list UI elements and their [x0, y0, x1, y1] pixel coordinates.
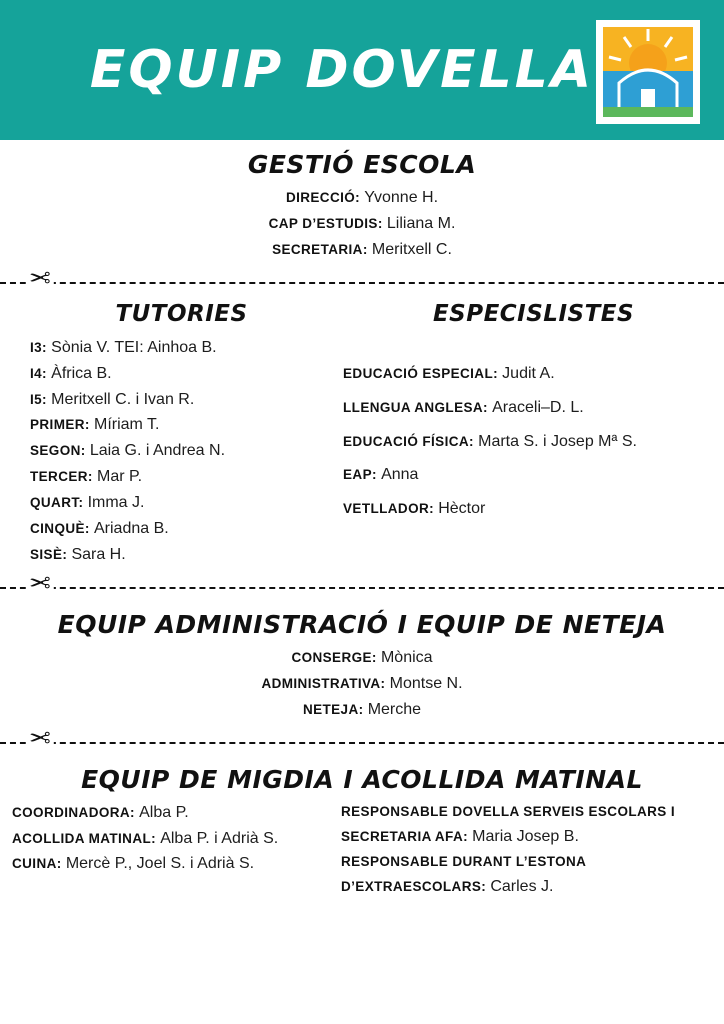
list-item [341, 824, 712, 850]
entry-label: RESPONSABLE DURANT L’ESTONA [341, 853, 587, 869]
entry-label: I5: [30, 391, 47, 407]
section-migdia-acollida [0, 765, 724, 794]
entry-label: PRIMER: [30, 417, 90, 433]
entry-value: Alba P. i Adrià S. [160, 829, 279, 847]
entry-value: Yvonne H. [364, 189, 439, 206]
list-item [30, 464, 333, 490]
dashed-divider [0, 282, 724, 284]
list-item [12, 826, 341, 852]
entry-label: CUINA: [12, 856, 62, 872]
section-title-especislistes: ESPECISLISTES [432, 300, 635, 327]
entry-label: RESPONSABLE DOVELLA SERVEIS ESCOLARS I [341, 803, 676, 819]
entry-label: D’EXTRAESCOLARS: [341, 879, 487, 895]
entry-label: ADMINISTRATIVA: [261, 675, 386, 691]
entry-label: LLENGUA ANGLESA: [343, 399, 488, 415]
entry-label: VETLLADOR: [343, 501, 435, 517]
entry-value: Merche [367, 700, 422, 718]
list-item [30, 438, 333, 464]
list-item [12, 800, 341, 826]
entry-value: Liliana M. [386, 214, 456, 232]
entry-value: Meritxell C. i Ivan R. [51, 390, 195, 408]
entry-label: I3: [30, 339, 47, 355]
entry-value: Mercè P., Joel S. i Adrià S. [65, 855, 255, 873]
list-item [14, 211, 710, 237]
gestio-escola-list [14, 185, 710, 263]
entry-value: Laia G. i Andrea N. [89, 442, 226, 460]
list-item [14, 697, 710, 723]
section-title-administracio-neteja: EQUIP ADMINISTRACIÓ I EQUIP DE NETEJA [57, 609, 667, 639]
entry-label: EDUCACIÓ FÍSICA: [343, 433, 474, 449]
entry-value: Àfrica B. [51, 364, 112, 382]
entry-value: Imma J. [87, 494, 145, 512]
column-migdia-right [341, 800, 712, 900]
entry-value: Montse N. [389, 674, 463, 692]
entry-label: SEGON: [30, 443, 86, 459]
dashed-divider [0, 742, 724, 744]
list-item [343, 462, 724, 488]
list-item [30, 412, 333, 438]
section-administracio-neteja [0, 610, 724, 723]
section-title-tutories: TUTORIES [115, 300, 248, 327]
entry-value: Araceli–D. L. [492, 398, 584, 416]
entry-label: QUART: [30, 495, 84, 511]
entry-value: Hèctor [438, 500, 486, 518]
list-item [341, 800, 712, 824]
administracio-neteja-list [14, 645, 710, 723]
dashed-divider [0, 587, 724, 589]
entry-value: Maria Josep B. [472, 827, 579, 845]
entry-value: Marta S. i Josep Mª S. [478, 432, 637, 450]
entry-label: CINQUÈ: [30, 521, 90, 537]
entry-label: CONSERGE: [291, 649, 377, 665]
entry-label: ACOLLIDA MATINAL: [12, 830, 157, 846]
entry-value: Míriam T. [93, 416, 160, 434]
page-header [0, 0, 724, 140]
list-item [12, 851, 341, 877]
entry-value: Mònica [380, 648, 433, 666]
entry-value: Ariadna B. [93, 520, 169, 538]
entry-label: NETEJA: [302, 701, 364, 717]
entry-label: SECRETARIA: [272, 241, 368, 257]
list-item [30, 490, 333, 516]
entry-label: SECRETARIA AFA: [341, 828, 468, 844]
section-gestio-escola [0, 150, 724, 263]
entry-value: Sara H. [71, 545, 126, 563]
entry-label: CAP D’ESTUDIS: [268, 215, 383, 231]
list-item [341, 874, 712, 900]
list-item [30, 361, 333, 387]
entry-label: COORDINADORA: [12, 804, 135, 820]
entry-value: Sònia V. TEI: Ainhoa B. [51, 338, 217, 356]
entry-value: Meritxell C. [371, 240, 452, 258]
scissors-icon: ✂ [26, 570, 54, 596]
list-item [30, 542, 333, 568]
list-item [14, 237, 710, 263]
entry-value: Judit A. [502, 364, 555, 382]
cut-line [0, 722, 724, 755]
entry-label: EAP: [343, 467, 377, 483]
list-item [343, 361, 724, 387]
entry-label: DIRECCIÓ: [285, 190, 361, 205]
list-item [343, 429, 724, 455]
cut-line [0, 262, 724, 295]
entry-value: Alba P. [139, 803, 189, 821]
entry-value: Anna [381, 466, 419, 484]
list-item [343, 395, 724, 421]
list-item [30, 335, 333, 361]
column-especislistes [333, 297, 724, 568]
page-title: EQUIP DOVELLA [89, 40, 595, 100]
list-item [343, 496, 724, 522]
entry-value: Carles J. [490, 878, 554, 896]
list-item [30, 387, 333, 413]
entry-label: EDUCACIÓ ESPECIAL: [343, 365, 498, 381]
list-item [341, 850, 712, 874]
entry-label: TERCER: [30, 469, 93, 485]
scissors-icon: ✂ [26, 725, 54, 751]
school-building-logo [596, 20, 700, 124]
entry-value: Mar P. [96, 468, 143, 486]
column-tutories [0, 297, 333, 568]
column-migdia-left [12, 800, 341, 900]
list-item [14, 645, 710, 671]
section-title-migdia-acollida: EQUIP DE MIGDIA I ACOLLIDA MATINAL [81, 764, 643, 794]
scissors-icon: ✂ [26, 265, 54, 291]
entry-label: I4: [30, 365, 47, 381]
list-item [14, 185, 710, 211]
list-item [30, 516, 333, 542]
list-item [14, 671, 710, 697]
migdia-columns [0, 800, 724, 900]
entry-label: SISÈ: [30, 546, 68, 562]
section-title-gestio-escola: GESTIÓ ESCOLA [247, 150, 477, 179]
cut-line [0, 567, 724, 600]
section-tutories-especislistes [0, 297, 724, 568]
